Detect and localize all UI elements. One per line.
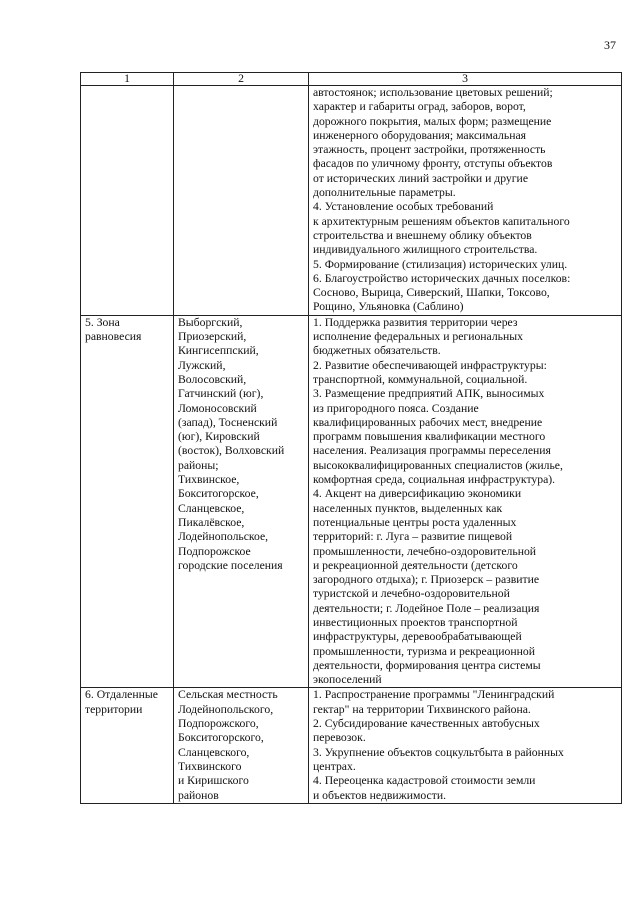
text-line: дорожного покрытия, малых форм; размещение — [313, 114, 552, 128]
text-line: от исторических линий застройки и другие — [313, 171, 529, 185]
text-line: 6. Отдаленные — [85, 688, 158, 702]
column-header-3: 3 — [309, 73, 622, 86]
text-line: туристской и лечебно-оздоровительной — [313, 587, 510, 601]
text-line: (восток), Волховский — [178, 444, 285, 458]
text-line: 4. Акцент на диверсификацию экономики — [313, 487, 522, 501]
text-line: 5. Зона — [85, 315, 120, 329]
text-line: из пригородного пояса. Создание — [313, 401, 479, 415]
page-number: 37 — [604, 38, 616, 52]
text-line: автостоянок; использование цветовых решений; — [313, 86, 553, 99]
text-line: населения. Реализация программы переселения — [313, 444, 551, 458]
text-line: высококвалифицированных специалистов (жилье, — [313, 458, 563, 472]
text-line: промышленности, лечебно-оздоровительной — [313, 544, 537, 558]
text-line: к архитектурным решениям объектов капитального — [313, 214, 570, 228]
text-line: Тихвинского — [178, 759, 242, 773]
text-line: 3. Укрупнение объектов соцкультбыта в районных — [313, 745, 564, 759]
text-line: Приозерский, — [178, 330, 247, 344]
text-line: промышленности, туризма и рекреационной — [313, 644, 536, 658]
measures-cell — [309, 688, 622, 803]
territory-cell — [174, 315, 309, 688]
text-line: Кингисеппский, — [178, 344, 259, 358]
text-line: инфраструктуры, деревообрабатывающей — [313, 630, 522, 644]
text-line: Лужский, — [178, 358, 226, 372]
text-line: исполнение федеральных и региональных — [313, 330, 523, 344]
text-line: экопоселений — [313, 673, 382, 687]
text-line: фасадов по уличному фронту, отступы объектов — [313, 157, 553, 171]
measures-cell — [309, 315, 622, 688]
text-line: Бокситогорского, — [178, 731, 264, 745]
text-line: районы; — [178, 458, 219, 472]
text-line: Подпорожского, — [178, 717, 259, 731]
text-line: и рекреационной деятельности (детского — [313, 558, 518, 572]
text-line: гектар" на территории Тихвинского района. — [313, 702, 531, 716]
zone-cell — [81, 315, 174, 688]
text-line: программ повышения квалификации местного — [313, 430, 546, 444]
text-line: транспортной, коммунальной, социальной. — [313, 372, 528, 386]
text-line: инженерного оборудования; максимальная — [313, 128, 527, 142]
text-line: Волосовский, — [178, 372, 247, 386]
column-header-1: 1 — [81, 73, 174, 86]
text-line: Подпорожское — [178, 544, 251, 558]
measures-cell — [309, 86, 622, 316]
text-line: 6. Благоустройство исторических дачных поселков: — [313, 271, 571, 285]
text-line: и Киришского — [178, 774, 249, 788]
header-row — [81, 73, 622, 86]
text-line: центрах. — [313, 759, 356, 773]
text-line: 2. Развитие обеспечивающей инфраструктуры: — [313, 358, 547, 372]
text-line: этажность, процент застройки, протяженность — [313, 143, 546, 157]
zone-cell — [81, 86, 174, 316]
text-line: Пикалёвское, — [178, 515, 245, 529]
text-line: 3. Размещение предприятий АПК, выносимых — [313, 387, 545, 401]
text-line: перевозок. — [313, 731, 366, 745]
text-line: территорий: г. Луга – развитие пищевой — [313, 530, 513, 544]
text-line: Выборгский, — [178, 315, 243, 329]
table-row — [81, 688, 622, 803]
text-line: 5. Формирование (стилизация) исторических улиц. — [313, 257, 568, 271]
text-line: индивидуального жилищного строительства. — [313, 243, 538, 257]
text-line: деятельности, формирования центра системы — [313, 658, 541, 672]
text-line: бюджетных обязательств. — [313, 344, 441, 358]
text-line: Рощино, Ульяновка (Саблино) — [313, 300, 464, 314]
text-line: 1. Распространение программы "Ленинградский — [313, 688, 555, 702]
text-line: территории — [85, 702, 143, 716]
text-line: 4. Установление особых требований — [313, 200, 494, 214]
text-line: строительства и внешнему облику объектов — [313, 228, 532, 242]
table-row — [81, 86, 622, 316]
text-line: загородного отдыха); г. Приозерск – развитие — [313, 573, 540, 587]
table-row — [81, 315, 622, 688]
text-line: Бокситогорское, — [178, 487, 259, 501]
text-line: 2. Субсидирование качественных автобусных — [313, 717, 540, 731]
text-line: Сельская местность — [178, 688, 278, 702]
text-line: деятельности; г. Лодейное Поле – реализация — [313, 601, 540, 615]
text-line: квалифицированных рабочих мест, внедрение — [313, 415, 543, 429]
text-line: инвестиционных проектов транспортной — [313, 615, 518, 629]
text-line: Сланцевского, — [178, 745, 250, 759]
text-line: потенциальные центры роста удаленных — [313, 515, 517, 529]
text-line: характер и габариты оград, заборов, ворот, — [313, 100, 526, 114]
text-line: городские поселения — [178, 558, 283, 572]
text-line: Лодейнопольского, — [178, 702, 274, 716]
text-line: районов — [178, 788, 219, 802]
measures-table — [80, 72, 622, 804]
text-line: (запад), Тосненский — [178, 415, 278, 429]
territory-cell — [174, 86, 309, 316]
text-line: Сланцевское, — [178, 501, 245, 515]
text-line: населенных пунктов, выделенных как — [313, 501, 503, 515]
text-line: равновесия — [85, 330, 142, 344]
text-line: Тихвинское, — [178, 473, 240, 487]
zone-cell — [81, 688, 174, 803]
text-line: комфортная среда, социальная инфраструктура). — [313, 473, 556, 487]
text-line: Лодейнопольское, — [178, 530, 269, 544]
territory-cell — [174, 688, 309, 803]
text-line: Сосново, Вырица, Сиверский, Шапки, Токсово, — [313, 286, 550, 300]
text-line: 1. Поддержка развития территории через — [313, 315, 518, 329]
text-line: дополнительные параметры. — [313, 186, 456, 200]
column-header-2: 2 — [174, 73, 309, 86]
text-line: (юг), Кировский — [178, 430, 260, 444]
text-line: Ломоносовский — [178, 401, 257, 415]
text-line: и объектов недвижимости. — [313, 788, 447, 802]
text-line: Гатчинский (юг), — [178, 387, 264, 401]
text-line: 4. Переоценка кадастровой стоимости земли — [313, 774, 536, 788]
